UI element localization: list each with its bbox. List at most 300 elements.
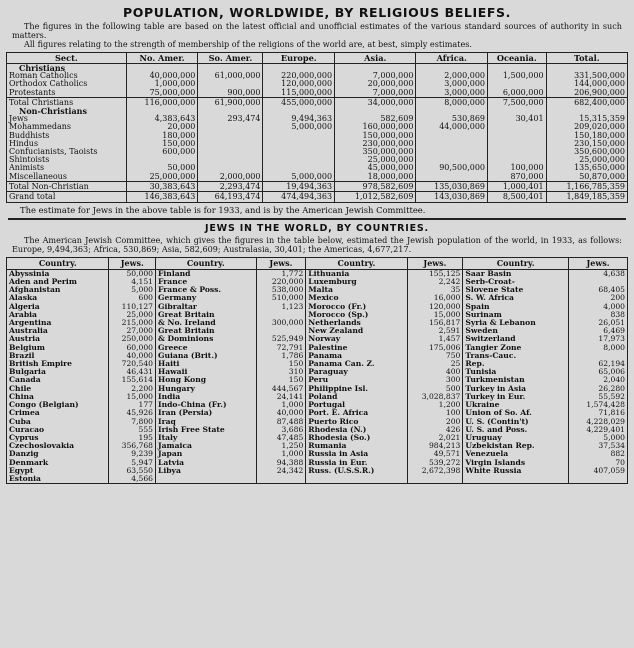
country-cell: Panama Can. Z. <box>306 360 407 368</box>
country-cell: Hong Kong <box>156 376 257 384</box>
table-cell: 206,900,000 <box>546 89 627 98</box>
table-row <box>7 278 628 286</box>
jews-count-cell: 15,000 <box>407 311 463 319</box>
table-cell: 25,000,000 <box>546 156 627 164</box>
table-row <box>7 192 628 203</box>
country-cell: Norway <box>306 335 407 343</box>
country-cell: Japan <box>156 450 257 458</box>
table-cell: 1,000,000 <box>126 80 198 88</box>
jews-count-cell: 1,000 <box>256 450 306 458</box>
country-cell: Turkey in Eur. <box>463 393 569 401</box>
jews-count-cell: 60,000 <box>109 344 156 352</box>
intro-line-2: All figures relating to the strength of membership of the religions of the world are, at best, simply estimates. <box>24 39 472 49</box>
table-cell: 180,000 <box>126 132 198 140</box>
jews-count-cell: 400 <box>407 368 463 376</box>
jews-count-cell: 175,006 <box>407 344 463 352</box>
table-row <box>7 360 628 368</box>
table-cell: 9,494,363 <box>263 115 335 123</box>
jews-count-cell: 426 <box>407 426 463 434</box>
table-cell: 582,609 <box>335 115 416 123</box>
table-cell: 600,000 <box>126 148 198 156</box>
table-cell: 5,000,000 <box>263 173 335 182</box>
jews-count-cell: 3,028,837 <box>407 393 463 401</box>
country-cell: Finland <box>156 269 257 278</box>
table-row <box>7 409 628 417</box>
jews-count-cell: 1,574,428 <box>568 401 627 409</box>
country-cell: Russ. (U.S.S.R.) <box>306 467 407 475</box>
country-cell: Sweden <box>463 327 569 335</box>
row-label: Roman Catholics <box>7 72 127 80</box>
jews-count-cell: 407,059 <box>568 467 627 475</box>
country-cell: Syria & Lebanon <box>463 319 569 327</box>
jews-count-cell: 110,127 <box>109 303 156 311</box>
jews-count-cell: 2,040 <box>568 376 627 384</box>
row-label: Buddhists <box>7 132 127 140</box>
jews-count-cell: 750 <box>407 352 463 360</box>
table-row <box>7 327 628 335</box>
table-cell: 144,000,000 <box>546 80 627 88</box>
table-cell: 1,012,582,609 <box>335 192 416 203</box>
table-cell: 350,600,000 <box>546 148 627 156</box>
table-cell: 530,869 <box>416 115 488 123</box>
intro-paragraph <box>12 22 622 49</box>
column-header: Sect. <box>7 53 127 64</box>
jews-count-cell: 46,431 <box>109 368 156 376</box>
table-cell: 230,150,000 <box>546 140 627 148</box>
table-row <box>7 89 628 98</box>
table-row <box>7 294 628 302</box>
jews-count-cell: 9,239 <box>109 450 156 458</box>
table-cell: 978,582,609 <box>335 181 416 191</box>
jews-table-header <box>7 257 628 269</box>
table-row <box>7 311 628 319</box>
table-row <box>7 376 628 384</box>
jews-count-cell: 1,123 <box>256 303 306 311</box>
jews-count-cell: 47,485 <box>256 434 306 442</box>
country-cell: China <box>7 393 109 401</box>
table-cell: 25,000,000 <box>126 173 198 182</box>
jews-count-cell: 68,405 <box>568 286 627 294</box>
table-cell <box>263 132 335 140</box>
jews-count-cell: 4,638 <box>568 269 627 278</box>
country-cell: New Zealand <box>306 327 407 335</box>
column-header: Country. <box>156 257 257 269</box>
jews-count-cell: 155,614 <box>109 376 156 384</box>
country-cell: Algeria <box>7 303 109 311</box>
row-label: Mohammedans <box>7 123 127 131</box>
column-header: Jews. <box>568 257 627 269</box>
jews-count-cell: 25,000 <box>109 311 156 319</box>
jews-count-cell: 1,250 <box>256 442 306 450</box>
column-header: Jews. <box>407 257 463 269</box>
jews-count-cell: 72,791 <box>256 344 306 352</box>
row-label: Christians <box>7 64 127 73</box>
country-cell <box>306 475 407 484</box>
table-cell: 3,000,000 <box>416 80 488 88</box>
jews-count-cell: 525,949 <box>256 335 306 343</box>
table-cell: 474,494,363 <box>263 192 335 203</box>
column-header: Asia. <box>335 53 416 64</box>
jews-count-cell <box>568 475 627 484</box>
country-cell: Luxemburg <box>306 278 407 286</box>
table-cell: 7,000,000 <box>335 89 416 98</box>
country-cell: Great Britain <box>156 311 257 319</box>
table-cell: 50,000 <box>126 164 198 172</box>
row-label: Animists <box>7 164 127 172</box>
table-row <box>7 393 628 401</box>
table-row <box>7 352 628 360</box>
country-cell: Belgium <box>7 344 109 352</box>
table-cell: 100,000 <box>488 164 547 172</box>
country-cell: Peru <box>306 376 407 384</box>
table-row <box>7 344 628 352</box>
jews-count-cell: 35 <box>407 286 463 294</box>
table-cell: 150,000,000 <box>335 132 416 140</box>
table-cell <box>416 173 488 182</box>
country-cell: Chile <box>7 385 109 393</box>
country-cell: Virgin Islands <box>463 459 569 467</box>
jews-count-cell: 5,000 <box>568 434 627 442</box>
table-cell: 135,030,869 <box>416 181 488 191</box>
row-label: Non-Christians <box>7 107 127 115</box>
table-cell: 4,383,643 <box>126 115 198 123</box>
country-cell: Switzerland <box>463 335 569 343</box>
country-cell: Surinam <box>463 311 569 319</box>
table-cell <box>488 140 547 148</box>
column-header: Oceania. <box>488 53 547 64</box>
country-cell: Argentina <box>7 319 109 327</box>
table-cell: 34,000,000 <box>335 97 416 107</box>
jews-count-cell: 156,817 <box>407 319 463 327</box>
country-cell: Jamaica <box>156 442 257 450</box>
jews-count-cell <box>568 278 627 286</box>
jews-count-cell: 155,125 <box>407 269 463 278</box>
table-cell: 44,000,000 <box>416 123 488 131</box>
jews-count-cell: 838 <box>568 311 627 319</box>
country-cell: Spain <box>463 303 569 311</box>
table-cell: 870,000 <box>488 173 547 182</box>
country-cell: Estonia <box>7 475 109 484</box>
table-cell: 20,000 <box>126 123 198 131</box>
country-cell: Russia in Eur. <box>306 459 407 467</box>
table-row <box>7 132 628 140</box>
jews-count-cell: 215,000 <box>109 319 156 327</box>
country-cell: White Russia <box>463 467 569 475</box>
jews-count-cell: 94,388 <box>256 459 306 467</box>
jews-count-cell: 1,786 <box>256 352 306 360</box>
column-header: Africa. <box>416 53 488 64</box>
country-cell: Congo (Belgian) <box>7 401 109 409</box>
jews-count-cell: 40,000 <box>109 352 156 360</box>
table-cell: 19,494,363 <box>263 181 335 191</box>
jews-count-cell: 177 <box>109 401 156 409</box>
table-cell: 1,166,785,359 <box>546 181 627 191</box>
jews-count-cell: 500 <box>407 385 463 393</box>
jews-count-cell <box>256 327 306 335</box>
intro-line-1: The figures in the following table are based on the latest official and unofficial estimates of the various standard sources of authority in such matters. <box>12 21 622 40</box>
table-row <box>7 401 628 409</box>
row-label: Total Non-Christian <box>7 181 127 191</box>
column-header: Country. <box>306 257 407 269</box>
country-cell: Great Britain <box>156 327 257 335</box>
jews-count-cell: 70 <box>568 459 627 467</box>
country-cell: Iraq <box>156 418 257 426</box>
country-cell: Tunisia <box>463 368 569 376</box>
jews-count-cell: 300,000 <box>256 319 306 327</box>
table-cell: 293,474 <box>198 115 263 123</box>
table-cell <box>416 140 488 148</box>
jews-count-cell: 356,768 <box>109 442 156 450</box>
table-row <box>7 450 628 458</box>
jews-intro-paragraph: The American Jewish Committee, which gives the figures in the table below, estimated the Jewish population of the world, in 1933, as follows: Europe, 9,494,363; Africa, 530,869; Asia, 582,609; Australasia, 30,401; the Americas, 4,677,217. <box>12 235 622 255</box>
row-label: Miscellaneous <box>7 173 127 182</box>
country-cell: Abyssinia <box>7 269 109 278</box>
table-cell: 30,401 <box>488 115 547 123</box>
country-cell: India <box>156 393 257 401</box>
table-row <box>7 385 628 393</box>
country-cell: Portugal <box>306 401 407 409</box>
table-cell: 2,000,000 <box>198 173 263 182</box>
jews-count-cell: 8,000 <box>568 344 627 352</box>
country-cell: Venezuela <box>463 450 569 458</box>
table-row <box>7 140 628 148</box>
jews-count-cell: 2,242 <box>407 278 463 286</box>
table-cell: 25,000,000 <box>335 156 416 164</box>
row-label: Total Christians <box>7 97 127 107</box>
country-cell: Malta <box>306 286 407 294</box>
table-cell <box>488 148 547 156</box>
table-cell: 61,000,000 <box>198 72 263 80</box>
jews-count-cell: 310 <box>256 368 306 376</box>
jews-count-cell: 2,200 <box>109 385 156 393</box>
jews-count-cell: 1,000 <box>256 401 306 409</box>
table-cell: 5,000,000 <box>263 123 335 131</box>
table-cell <box>198 132 263 140</box>
table-cell: 2,293,474 <box>198 181 263 191</box>
religion-table-header <box>7 53 628 64</box>
row-label: Grand total <box>7 192 127 203</box>
table-cell <box>198 148 263 156</box>
table-cell: 160,000,000 <box>335 123 416 131</box>
jews-count-cell: 200 <box>568 294 627 302</box>
jews-count-cell: 3,686 <box>256 426 306 434</box>
country-cell: Rhodesia (So.) <box>306 434 407 442</box>
table-cell: 115,000,000 <box>263 89 335 98</box>
table-row <box>7 467 628 475</box>
country-cell: Hawaii <box>156 368 257 376</box>
country-cell: Poland <box>306 393 407 401</box>
table-cell: 30,383,643 <box>126 181 198 191</box>
jews-count-cell: 45,926 <box>109 409 156 417</box>
jews-count-cell: 26,051 <box>568 319 627 327</box>
jews-count-cell: 220,000 <box>256 278 306 286</box>
country-cell: Alaska <box>7 294 109 302</box>
jews-count-cell <box>407 475 463 484</box>
table-cell: 61,900,000 <box>198 97 263 107</box>
jews-count-cell: 200 <box>407 418 463 426</box>
table-cell: 150,180,000 <box>546 132 627 140</box>
table-cell: 8,000,000 <box>416 97 488 107</box>
table-cell: 120,000,000 <box>263 80 335 88</box>
table-cell <box>263 156 335 164</box>
jews-count-cell: 25 <box>407 360 463 368</box>
table-cell: 1,000,401 <box>488 181 547 191</box>
jews-count-cell: 62,194 <box>568 360 627 368</box>
table-cell: 75,000,000 <box>126 89 198 98</box>
jews-count-cell: 2,672,398 <box>407 467 463 475</box>
country-cell: Libya <box>156 467 257 475</box>
table-row <box>7 442 628 450</box>
table-cell: 64,193,474 <box>198 192 263 203</box>
table-cell: 18,000,000 <box>335 173 416 182</box>
country-cell: Palestine <box>306 344 407 352</box>
column-header: Jews. <box>256 257 306 269</box>
column-header: Jews. <box>109 257 156 269</box>
country-cell: Paraguay <box>306 368 407 376</box>
table-row <box>7 319 628 327</box>
table-row <box>7 97 628 107</box>
table-row <box>7 181 628 191</box>
table-row <box>7 368 628 376</box>
country-cell: Hungary <box>156 385 257 393</box>
jews-count-cell: 720,540 <box>109 360 156 368</box>
country-cell: Ukraine <box>463 401 569 409</box>
jews-count-cell: 150 <box>256 376 306 384</box>
country-cell: Serb-Croat- <box>463 278 569 286</box>
jews-by-country-table <box>6 257 628 484</box>
country-cell: Gibraltar <box>156 303 257 311</box>
country-cell: Union of So. Af. <box>463 409 569 417</box>
table-cell <box>263 148 335 156</box>
jews-count-cell: 63,550 <box>109 467 156 475</box>
table-cell: 90,500,000 <box>416 164 488 172</box>
country-cell: Turkmenistan <box>463 376 569 384</box>
jews-count-cell: 6,469 <box>568 327 627 335</box>
country-cell: Latvia <box>156 459 257 467</box>
jews-count-cell: 4,566 <box>109 475 156 484</box>
table-cell <box>198 123 263 131</box>
country-cell: Morocco (Sp.) <box>306 311 407 319</box>
country-cell: Uzbekistan Rep. <box>463 442 569 450</box>
table-row <box>7 418 628 426</box>
country-cell: Brazil <box>7 352 109 360</box>
country-cell: Panama <box>306 352 407 360</box>
country-cell: Greece <box>156 344 257 352</box>
table-cell: 135,650,000 <box>546 164 627 172</box>
table-row <box>7 286 628 294</box>
table-cell: 15,315,359 <box>546 115 627 123</box>
country-cell: Bulgaria <box>7 368 109 376</box>
table-row <box>7 303 628 311</box>
table-row <box>7 123 628 131</box>
table-cell: 6,000,000 <box>488 89 547 98</box>
country-cell: Netherlands <box>306 319 407 327</box>
jews-count-cell: 5,947 <box>109 459 156 467</box>
jews-count-cell: 1,457 <box>407 335 463 343</box>
jews-count-cell: 15,000 <box>109 393 156 401</box>
country-cell <box>156 475 257 484</box>
country-cell: France <box>156 278 257 286</box>
jews-count-cell: 55,592 <box>568 393 627 401</box>
country-cell: & Dominions <box>156 335 257 343</box>
country-cell: Irish Free State <box>156 426 257 434</box>
jews-count-cell: 555 <box>109 426 156 434</box>
table-cell <box>263 140 335 148</box>
table-cell: 682,400,000 <box>546 97 627 107</box>
country-cell: Crimea <box>7 409 109 417</box>
jews-count-cell: 27,000 <box>109 327 156 335</box>
country-cell: Canada <box>7 376 109 384</box>
section-divider <box>8 218 626 220</box>
table-cell: 900,000 <box>198 89 263 98</box>
country-cell: Haiti <box>156 360 257 368</box>
row-label: Shintoists <box>7 156 127 164</box>
jews-count-cell: 17,973 <box>568 335 627 343</box>
row-label: Protestants <box>7 89 127 98</box>
country-cell: Rhodesia (N.) <box>306 426 407 434</box>
country-cell: Australia <box>7 327 109 335</box>
table-cell: 146,383,643 <box>126 192 198 203</box>
country-cell <box>463 475 569 484</box>
jews-count-cell: 26,280 <box>568 385 627 393</box>
table-row <box>7 148 628 156</box>
country-cell: Philippine Isl. <box>306 385 407 393</box>
country-cell: Italy <box>156 434 257 442</box>
country-cell: S. W. Africa <box>463 294 569 302</box>
country-cell: Germany <box>156 294 257 302</box>
jews-count-cell: 100 <box>407 409 463 417</box>
jews-count-cell: 24,141 <box>256 393 306 401</box>
jews-count-cell: 195 <box>109 434 156 442</box>
jews-count-cell: 65,006 <box>568 368 627 376</box>
jews-count-cell: 539,272 <box>407 459 463 467</box>
jews-count-cell: 444,567 <box>256 385 306 393</box>
jews-count-cell: 882 <box>568 450 627 458</box>
country-cell: Afghanistan <box>7 286 109 294</box>
jews-count-cell: 71,816 <box>568 409 627 417</box>
country-cell: Slovene State <box>463 286 569 294</box>
jews-count-cell <box>256 475 306 484</box>
jews-count-cell: 7,800 <box>109 418 156 426</box>
jews-count-cell: 300 <box>407 376 463 384</box>
country-cell: U. S. and Poss. <box>463 426 569 434</box>
table-cell: 350,000,000 <box>335 148 416 156</box>
jews-count-cell: 2,021 <box>407 434 463 442</box>
jews-count-cell: 87,488 <box>256 418 306 426</box>
country-cell: Mexico <box>306 294 407 302</box>
jews-count-cell: 4,228,029 <box>568 418 627 426</box>
jews-count-cell: 984,213 <box>407 442 463 450</box>
jews-section-title: JEWS IN THE WORLD, BY COUNTRIES. <box>205 223 429 235</box>
table-cell <box>488 123 547 131</box>
table-cell: 116,000,000 <box>126 97 198 107</box>
table-cell: 45,000,000 <box>335 164 416 172</box>
jews-count-cell: 4,229,401 <box>568 426 627 434</box>
table-row <box>7 434 628 442</box>
document-title: POPULATION, WORLDWIDE, BY RELIGIOUS BELIEFS. <box>123 5 511 20</box>
jews-count-cell: 24,342 <box>256 467 306 475</box>
jews-count-cell: 250,000 <box>109 335 156 343</box>
table-cell <box>198 140 263 148</box>
country-cell: & No. Ireland <box>156 319 257 327</box>
table-cell <box>198 156 263 164</box>
country-cell: Curacao <box>7 426 109 434</box>
table-cell <box>416 132 488 140</box>
column-header: No. Amer. <box>126 53 198 64</box>
column-header: Country. <box>463 257 569 269</box>
table-cell: 209,020,000 <box>546 123 627 131</box>
table-cell <box>488 132 547 140</box>
